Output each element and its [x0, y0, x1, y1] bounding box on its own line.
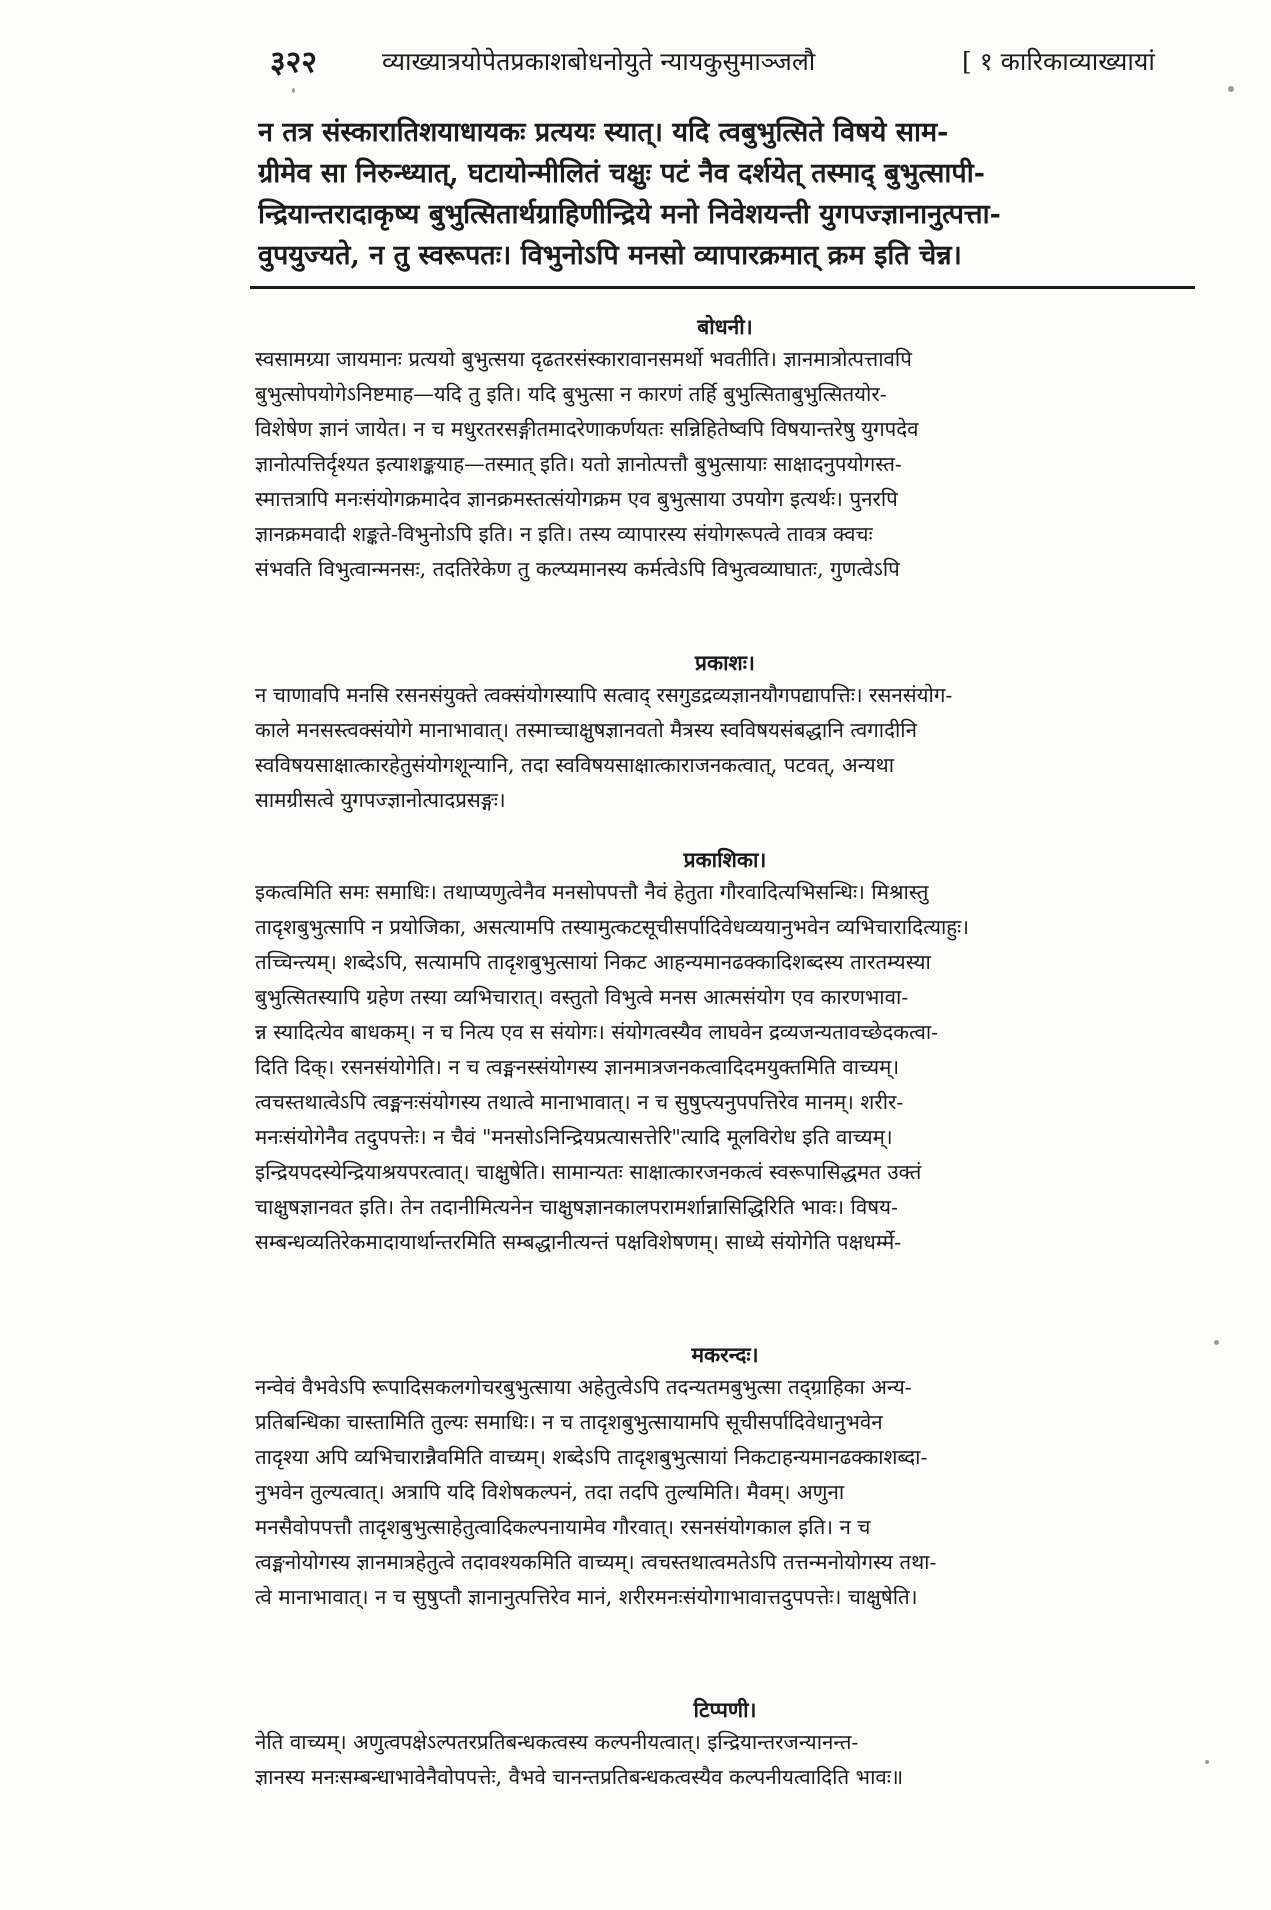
- makaranda-title: मकरन्दः।: [691, 1342, 759, 1367]
- page-number: ३२२: [270, 45, 317, 80]
- scan-speck: [1205, 1760, 1209, 1764]
- bodhani-line: विशेषेण ज्ञानं जायेत। न च मधुरतरसङ्गीतमादरेणाकर्णयतः सन्निहितेष्वपि विषयान्तरेषु युगपदेव: [255, 417, 919, 441]
- prakashika-line: त्वचस्तथात्वेऽपि त्वङ्मनःसंयोगस्य तथात्वे मानाभावात्। न च सुषुप्त्यनुपपत्तिरेव मानम्। शरीर-: [255, 1090, 904, 1114]
- bodhani-line: संभवति विभुत्वान्मनसः, तदतिरेकेण तु कल्प्यमानस्य कर्मत्वेऽपि विभुत्वव्याघातः, गुणत्वेऽपि: [255, 557, 900, 581]
- prakashika-line: बुभुत्सितस्यापि ग्रहेण तस्या व्यभिचारात्। वस्तुतो विभुत्वे मनस आत्मसंयोग एव कारणभावा-: [255, 985, 909, 1009]
- makaranda-line: तादृश्या अपि व्यभिचारान्नैवमिति वाच्यम्। शब्देऽपि तादृशबुभुत्सायां निकटाहन्यमानढक्काशब्दा-: [255, 1445, 928, 1469]
- makaranda-commentary: [255, 1340, 1195, 1615]
- prakashika-line: दिति दिक्। रसनसंयोगेति। न च त्वङ्मनस्संयोगस्य ज्ञानमात्रजनकत्वादिदमयुक्तमिति वाच्यम्।: [255, 1055, 900, 1079]
- makaranda-line: त्वे मानाभावात्। न च सुषुप्तौ ज्ञानानुत्पत्तिरेव मानं, शरीरमनःसंयोगाभावात्तदुपपत्तेः। चाक्षुषेति।: [255, 1585, 918, 1609]
- prakasha-line: स्वविषयसाक्षात्कारहेतुसंयोगशून्यानि, तदा स्वविषयसाक्षात्काराजनकत्वात्, पटवत्, अन्यथा: [255, 753, 895, 777]
- prakashika-commentary: [255, 845, 1195, 1260]
- tippani-commentary: [255, 1695, 1195, 1795]
- prakasha-line: सामग्रीसत्वे युगपज्ज्ञानोत्पादप्रसङ्गः।: [255, 788, 506, 812]
- makaranda-line: नन्वेवं वैभवेऽपि रूपादिसकलगोचरबुभुत्साया अहेतुत्वेऽपि तदन्यतमबुभुत्सा तद्ग्राहिका अन्य-: [255, 1375, 912, 1399]
- makaranda-line: मनसैवोपपत्तौ तादृशबुभुत्साहेतुत्वादिकल्पनायामेव गौरवात्। रसनसंयोगकाल इति। न च: [255, 1515, 871, 1539]
- prakashika-line: सम्बन्धव्यतिरेकमादायार्थान्तरमिति सम्बद्धानीत्यन्तं पक्षविशेषणम्। साध्ये संयोगेति पक्षधर्म्मे-: [255, 1230, 902, 1254]
- prakasha-line: न चाणावपि मनसि रसनसंयुक्ते त्वक्संयोगस्यापि सत्वाद् रसगुडद्रव्यज्ञानयौगपद्यापत्तिः। रसनसंयोग-: [255, 683, 953, 707]
- mula-text: [258, 112, 1188, 276]
- prakashika-line: तच्चिन्त्यम्। शब्देऽपि, सत्यामपि तादृशबुभुत्सायां निकट आहन्यमानढक्कादिशब्दस्य तारतम्यस्या: [255, 950, 931, 974]
- tippani-line: ज्ञानस्य मनःसम्बन्धाभावेनैवोपपत्तेः, वैभवे चानन्तप्रतिबन्धकत्वस्यैव कल्पनीयत्वादिति भावः॥: [255, 1765, 904, 1789]
- prakashika-line: तादृशबुभुत्सापि न प्रयोजिका, असत्यामपि तस्यामुत्कटसूचीसर्पादिवेधव्ययानुभवेन व्यभिचारादित्याहुः।: [255, 915, 970, 939]
- prakashika-line: इन्द्रियपदस्येन्द्रियाश्रयपरत्वात्। चाक्षुषेति। सामान्यतः साक्षात्कारजनकत्वं स्वरूपासिद्धमत उक्तं: [255, 1160, 922, 1184]
- bodhani-line: ज्ञानोत्पत्तिर्दृश्यत इत्याशङ्कयाह—तस्मात् इति। यतो ज्ञानोत्पत्तौ बुभुत्सायाः साक्षादनुपयोगस्त-: [255, 452, 902, 476]
- prakashika-line: मनःसंयोगेनैव तदुपपत्तेः। न चैवं "मनसोऽनिन्द्रियप्रत्यासत्तेरि"त्यादि मूलविरोध इति वाच्यम्।: [255, 1125, 893, 1149]
- prakashika-title: प्रकाशिका।: [683, 847, 767, 872]
- prakashika-line: इकत्वमिति समः समाधिः। तथाप्यणुत्वेनैव मनसोपपत्तौ नैवं हेतुता गौरवादित्यभिसन्धिः। मिश्रास्तु: [255, 880, 929, 904]
- makaranda-line: त्वङ्मनोयोगस्य ज्ञानमात्रहेतुत्वे तदावश्यकमिति वाच्यम्। त्वचस्तथात्वमतेऽपि तत्तन्मनोयोगस्य तथा-: [255, 1550, 937, 1574]
- tippani-title: टिप्पणी।: [693, 1697, 757, 1722]
- bodhani-line: बुभुत्सोपयोगेऽनिष्टमाह—यदि तु इति। यदि बुभुत्सा न कारणं तर्हि बुभुत्सिताबुभुत्सितयोर-: [255, 382, 887, 406]
- mula-line: न तत्र संस्कारातिशयाधायकः प्रत्ययः स्यात्। यदि त्वबुभुत्सिते विषये साम-: [258, 117, 949, 148]
- section-reference: [ १ कारिकाव्याख्यायां: [962, 47, 1155, 76]
- scan-speck: [1228, 86, 1234, 92]
- running-title: व्याख्यात्रयोपेतप्रकाशबोधनोयुते न्यायकुसुमाञ्जलौ: [382, 47, 816, 76]
- bodhani-line: स्वसामग्र्या जायमानः प्रत्ययो बुभुत्सया दृढतरसंस्कारावानसमर्थो भवतीति। ज्ञानमात्रोत्पत्तावपि: [255, 347, 912, 371]
- makaranda-line: नुभवेन तुल्यत्वात्। अत्रापि यदि विशेषकल्पनं, तदा तदपि तुल्यमिति। मैवम्। अणुना: [255, 1480, 845, 1504]
- prakasha-line: काले मनसस्त्वक्संयोगे मानाभावात्। तस्माच्चाक्षुषज्ञानवतो मैत्रस्य स्वविषयसंबद्धानि त्वगादीनि: [255, 718, 917, 742]
- mula-line: वुपयुज्यते, न तु स्वरूपतः। विभुनोऽपि मनसो व्यापारक्रमात् क्रम इति चेन्न।: [258, 240, 962, 271]
- page-header: [262, 40, 1202, 84]
- tippani-line: नेति वाच्यम्। अणुत्वपक्षेऽल्पतरप्रतिबन्धकत्वस्य कल्पनीयत्वात्। इन्द्रियान्तरजन्यानन्त-: [255, 1730, 859, 1754]
- bodhani-title: बोधनी।: [697, 314, 753, 339]
- prakashika-line: चाक्षुषज्ञानवत इति। तेन तदानीमित्यनेन चाक्षुषज्ञानकालपरामर्शान्नासिद्धिरिति भावः। विषय-: [255, 1195, 898, 1219]
- prakashika-line: न्न स्यादित्येव बाधकम्। न च नित्य एव स संयोगः। संयोगत्वस्यैव लाघवेन द्रव्यजन्यतावच्छेदकत्वा-: [255, 1020, 939, 1044]
- prakasha-commentary: [255, 648, 1195, 818]
- makaranda-line: प्रतिबन्धिका चास्तामिति तुल्यः समाधिः। न च तादृशबुभुत्सायामपि सूचीसर्पादिवेधानुभवेन: [255, 1410, 883, 1434]
- scan-speck: [1214, 1340, 1219, 1345]
- bodhani-line: ज्ञानक्रमवादी शङ्कते-विभुनोऽपि इति। न इति। तस्य व्यापारस्य संयोगरूपत्वे तावत्र क्वचः: [255, 522, 873, 546]
- scan-speck: [292, 88, 295, 93]
- mula-line: ग्रीमेव सा निरुन्ध्यात्, घटायोन्मीलितं चक्षुः पटं नैव दर्शयेत् तस्माद् बुभुत्सापी-: [258, 158, 985, 189]
- section-divider: [250, 286, 1195, 289]
- prakasha-title: प्रकाशः।: [695, 650, 755, 675]
- bodhani-commentary: [255, 312, 1195, 587]
- mula-line: न्द्रियान्तरादाकृष्य बुभुत्सितार्थग्राहिणीन्द्रिये मनो निवेशयन्ती युगपज्ज्ञानानुत्पत्ता-: [258, 199, 1001, 230]
- bodhani-line: स्मात्तत्रापि मनःसंयोगक्रमादेव ज्ञानक्रमस्तत्संयोगक्रम एव बुभुत्साया उपयोग इत्यर्थः। पुनरपि: [255, 487, 898, 511]
